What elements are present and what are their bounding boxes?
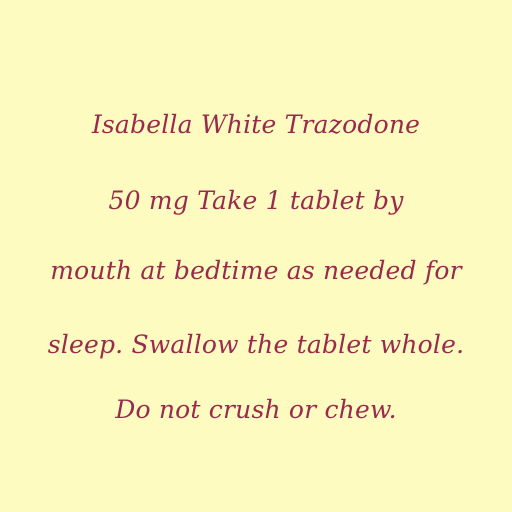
- note-line-3: mouth at bedtime as needed for: [50, 256, 462, 285]
- note-line-5: Do not crush or chew.: [115, 395, 397, 424]
- note-line-4: sleep. Swallow the tablet whole.: [47, 330, 465, 359]
- note-line-2: 50 mg Take 1 tablet by: [108, 186, 404, 215]
- note-line-1: Isabella White Trazodone: [91, 110, 421, 139]
